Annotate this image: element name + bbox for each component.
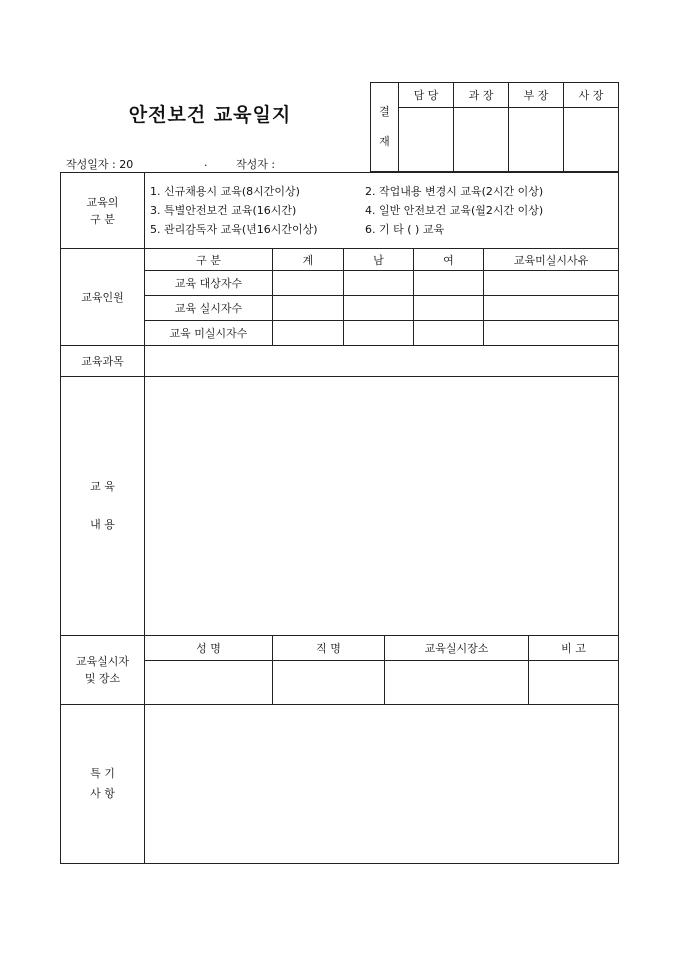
option-special[interactable]: 3. 특별안전보건 교육(16시간) [150, 204, 297, 217]
personnel-label: 교육인원 [61, 249, 145, 346]
input-cell[interactable] [484, 296, 619, 321]
input-cell[interactable] [273, 661, 385, 705]
education-type-label: 교육의 구 분 [61, 173, 145, 249]
instructor-header-note: 비 고 [529, 636, 619, 661]
input-cell[interactable] [344, 296, 414, 321]
remarks-input[interactable] [145, 705, 619, 864]
option-other[interactable]: 6. 기 타 ( ) 교육 [365, 223, 445, 236]
input-cell[interactable] [344, 271, 414, 296]
signature-cell[interactable] [509, 108, 564, 172]
content-label: 교 육 내 용 [61, 377, 145, 636]
input-cell[interactable] [145, 661, 273, 705]
writer-label: 작성자 : [236, 158, 276, 171]
input-cell[interactable] [344, 321, 414, 346]
personnel-header-female: 여 [414, 249, 484, 271]
instructor-header-place: 교육실시장소 [385, 636, 529, 661]
option-general[interactable]: 4. 일반 안전보건 교육(월2시간 이상) [365, 204, 544, 217]
input-cell[interactable] [385, 661, 529, 705]
input-cell[interactable] [414, 296, 484, 321]
approval-role-president: 사 장 [564, 83, 619, 108]
signature-cell[interactable] [399, 108, 454, 172]
option-work-change[interactable]: 2. 작업내용 변경시 교육(2시간 이상) [365, 185, 544, 198]
personnel-row-absent: 교육 미실시자수 [145, 321, 273, 346]
approval-label: 결 재 [371, 83, 399, 172]
education-log-form [60, 172, 619, 864]
date-separator: . [204, 156, 208, 169]
approval-role-staff: 담 당 [399, 83, 454, 108]
content-input[interactable] [145, 377, 619, 636]
approval-role-manager: 과 장 [454, 83, 509, 108]
input-cell[interactable] [273, 321, 344, 346]
input-cell[interactable] [414, 321, 484, 346]
approval-role-director: 부 장 [509, 83, 564, 108]
input-cell[interactable] [414, 271, 484, 296]
input-cell[interactable] [484, 321, 619, 346]
instructor-header-position: 직 명 [273, 636, 385, 661]
input-cell[interactable] [273, 271, 344, 296]
signature-cell[interactable] [564, 108, 619, 172]
subject-label: 교육과목 [61, 346, 145, 377]
signature-cell[interactable] [454, 108, 509, 172]
personnel-header-male: 남 [344, 249, 414, 271]
remarks-label: 특 기 사 항 [61, 705, 145, 864]
instructor-label: 교육실시자 및 장소 [61, 636, 145, 705]
input-cell[interactable] [273, 296, 344, 321]
personnel-header-total: 계 [273, 249, 344, 271]
education-type-options [145, 173, 619, 249]
input-cell[interactable] [484, 271, 619, 296]
personnel-row-attended: 교육 실시자수 [145, 296, 273, 321]
option-new-hire[interactable]: 1. 신규채용시 교육(8시간이상) [150, 185, 300, 198]
page-title: 안전보건 교육일지 [128, 104, 292, 126]
approval-box [370, 82, 619, 172]
instructor-header-name: 성 명 [145, 636, 273, 661]
personnel-row-target: 교육 대상자수 [145, 271, 273, 296]
personnel-header-category: 구 분 [145, 249, 273, 271]
subject-input[interactable] [145, 346, 619, 377]
input-cell[interactable] [529, 661, 619, 705]
personnel-header-reason: 교육미실시사유 [484, 249, 619, 271]
written-date-label: 작성일자 : 20 [66, 158, 134, 171]
option-supervisor[interactable]: 5. 관리감독자 교육(년16시간이상) [150, 223, 318, 236]
